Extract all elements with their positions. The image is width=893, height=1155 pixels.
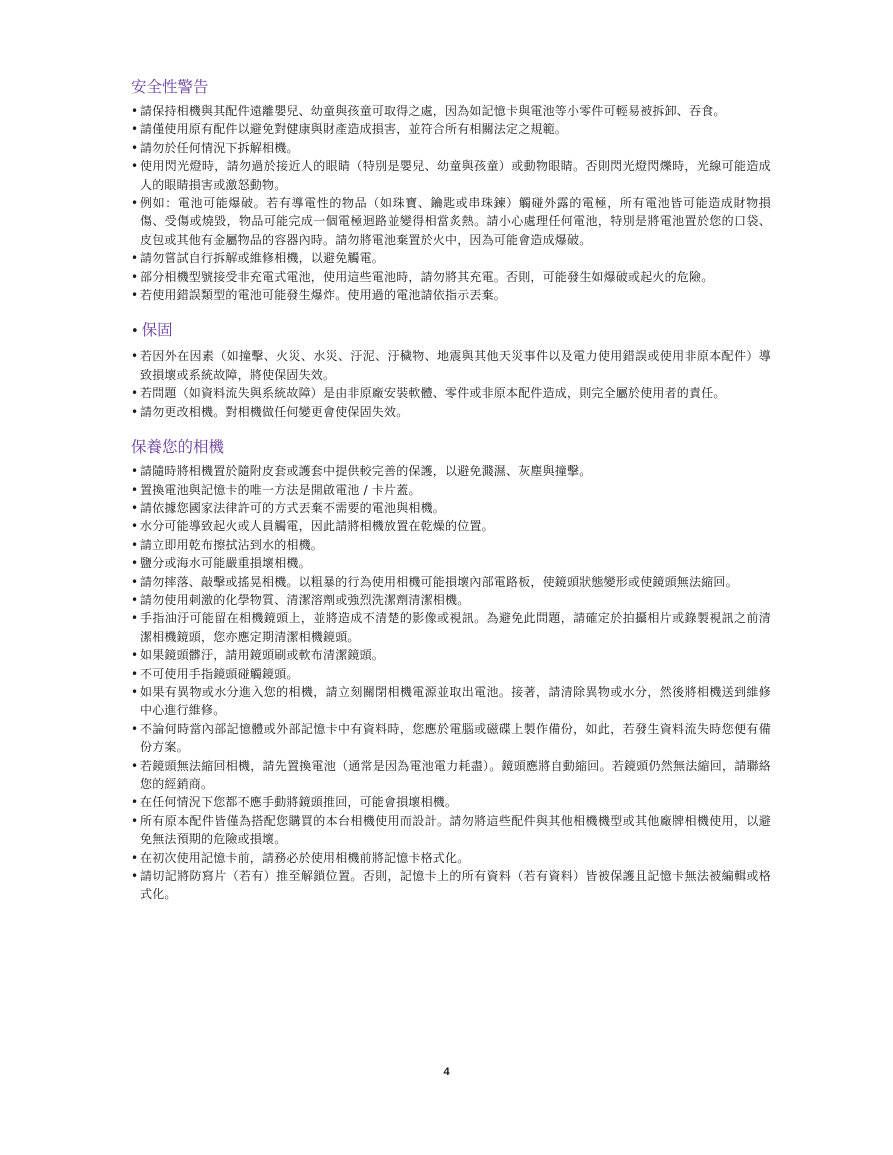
- list-item: [131, 120, 771, 138]
- list-item: [131, 683, 771, 720]
- list-item-text: 請勿嘗試自行拆解或維修相機，以避免觸電。: [140, 251, 385, 266]
- document-page: [131, 76, 771, 919]
- list-item-text: 不可使用手指鏡頭碰觸鏡頭。: [140, 666, 299, 681]
- bullet: •: [131, 813, 139, 828]
- list-item-text: 請保持相機與其配件遠離嬰兒、幼童與孩童可取得之處，因為如記憶卡與電池等小零件可輕易被拆卸、吞食。: [140, 104, 726, 118]
- bullet: •: [131, 666, 139, 681]
- bullet-list: [131, 347, 771, 421]
- list-item-text: 在初次使用記憶卡前，請務必於使用相機前將記憶卡格式化。: [140, 850, 470, 865]
- bullet: •: [131, 404, 139, 419]
- list-item-text: 若鏡頭無法縮回相機，請先置換電池（通常是因為電池電力耗盡）。鏡頭應將自動縮回。若鏡頭仍然無法縮回，請聯絡您的經銷商。: [140, 758, 771, 791]
- list-item: [131, 499, 771, 517]
- bullet: •: [131, 386, 139, 401]
- list-item-text: 請勿更改相機。對相機做任何變更會使保固失效。: [140, 404, 409, 419]
- heading-bullet: •: [131, 324, 139, 340]
- section: [131, 76, 771, 304]
- bullet: •: [131, 500, 139, 515]
- list-item-text: 請切記將防寫片（若有）推至解鎖位置。否則，記憶卡上的所有資料（若有資料）皆被保護且記憶卡無法被編輯或格式化。: [140, 869, 771, 902]
- list-item-text: 請勿使用刺激的化學物質、清潔溶劑或強烈洗潔劑清潔相機。: [140, 592, 470, 607]
- list-item-text: 請依據您國家法律許可的方式丟棄不需要的電池與相機。: [140, 500, 446, 515]
- section-heading: [131, 76, 771, 98]
- bullet: •: [131, 349, 139, 364]
- bullet: •: [131, 556, 139, 571]
- section-heading: [131, 436, 771, 458]
- list-item: [131, 481, 771, 499]
- list-item: [131, 793, 771, 811]
- list-item: [131, 347, 771, 384]
- list-item: [131, 249, 771, 267]
- list-item: [131, 849, 771, 867]
- bullet: •: [131, 269, 139, 284]
- list-item-text: 所有原本配件皆僅為搭配您購買的本台相機使用而設計。請勿將這些配件與其他相機機型或其他廠牌相機使用，以避免無法預期的危險或損壞。: [140, 813, 771, 847]
- list-item-text: 請勿於任何情況下拆解相機。: [140, 140, 299, 155]
- bullet: •: [131, 519, 139, 534]
- list-item-text: 鹽分或海水可能嚴重損壞相機。: [140, 556, 311, 571]
- bullet: •: [131, 104, 139, 118]
- section: [131, 436, 771, 904]
- bullet: •: [131, 869, 139, 884]
- bullet: •: [131, 648, 139, 663]
- list-item: [131, 554, 771, 572]
- list-item-text: 例如：電池可能爆破。若有導電性的物品（如珠寶、鑰匙或串珠鍊）觸碰外露的電極，所有電池皆可能造成財物損傷、受傷或燒毀，物品可能完成一個電極迴路並變得相當炙熱。請小心處理任何電池，特別是將電池置於您的口袋、皮包或其他有金屬物品的容器內時。請勿將電池棄置於火中，因為可能會造成爆破。: [140, 196, 771, 247]
- list-item-text: 置換電池與記憶卡的唯一方法是開啟電池 / 卡片蓋。: [140, 482, 421, 497]
- bullet: •: [131, 159, 139, 174]
- list-item-text: 如果有異物或水分進入您的相機，請立刻關閉相機電源並取出電池。接著，請清除異物或水分，然後將相機送到維修中心進行維修。: [140, 684, 771, 718]
- list-item: [131, 194, 771, 249]
- list-item: [131, 384, 771, 402]
- list-item-text: 如果鏡頭髒汙，請用鏡頭刷或軟布清潔鏡頭。: [140, 648, 385, 663]
- list-item-text: 水分可能導致起火或人員觸電，因此請將相機放置在乾燥的位置。: [140, 519, 494, 534]
- list-item-text: 若使用錯誤類型的電池可能發生爆炸。使用過的電池請依指示丟棄。: [140, 288, 507, 303]
- list-item-text: 若問題（如資料流失與系統故障）是由非原廠安裝軟體、零件或非原本配件造成，則完全屬於使用者的責任。: [140, 386, 726, 401]
- list-item: [131, 665, 771, 683]
- bullet: •: [131, 464, 139, 479]
- list-item-text: 使用閃光燈時，請勿過於接近人的眼睛（特別是嬰兒、幼童與孩童）或動物眼睛。否則閃光燈閃爍時，光線可能造成人的眼睛損害或激怒動物。: [140, 159, 771, 192]
- list-item-text: 不論何時當內部記憶體或外部記憶卡中有資料時，您應於電腦或磁碟上製作備份，如此，若發生資料流失時您便有備份方案。: [140, 721, 771, 755]
- bullet: •: [131, 721, 139, 736]
- list-item: [131, 591, 771, 609]
- bullet-list: [131, 462, 771, 904]
- bullet: •: [131, 537, 139, 552]
- bullet-list: [131, 102, 771, 304]
- list-item: [131, 536, 771, 554]
- list-item: [131, 157, 771, 194]
- list-item: [131, 573, 771, 591]
- list-item: [131, 268, 771, 286]
- bullet: •: [131, 122, 139, 137]
- list-item-text: 請勿摔落、敲擊或搖晃相機。以粗暴的行為使用相機可能損壞內部電路板，使鏡頭狀態變形或使鏡頭無法縮回。: [140, 574, 738, 589]
- bullet: •: [131, 684, 139, 699]
- bullet: •: [131, 592, 139, 607]
- list-item: [131, 720, 771, 757]
- bullet: •: [131, 251, 139, 266]
- page-number: 4: [443, 1066, 450, 1078]
- bullet: •: [131, 758, 139, 773]
- bullet: •: [131, 795, 139, 810]
- section-heading-text: 保養您的相機: [131, 438, 225, 457]
- bullet: •: [131, 196, 139, 211]
- list-item: [131, 139, 771, 157]
- section: [131, 319, 771, 421]
- list-item: [131, 867, 771, 904]
- bullet: •: [131, 850, 139, 865]
- list-item-text: 手指油汙可能留在相機鏡頭上，並將造成不清楚的影像或視訊。為避免此問題，請確定於拍攝相片或錄製視訊之前清潔相機鏡頭，您亦應定期清潔相機鏡頭。: [140, 611, 771, 644]
- list-item: [131, 102, 771, 120]
- list-item-text: 在任何情況下您都不應手動將鏡頭推回，可能會損壞相機。: [140, 795, 458, 810]
- section-heading: [131, 319, 771, 343]
- section-heading-text: 保固: [141, 321, 173, 340]
- list-item-text: 請僅使用原有配件以避免對健康與財產造成損害，並符合所有相關法定之規範。: [140, 122, 568, 137]
- list-item: [131, 609, 771, 646]
- bullet: •: [131, 288, 139, 303]
- bullet: •: [131, 574, 139, 589]
- list-item-text: 若因外在因素（如撞擊、火災、水災、汙泥、汙穢物、地震與其他天災事件以及電力使用錯誤或使用非原本配件）導致損壞或系統故障，將使保固失效。: [140, 349, 771, 382]
- list-item-text: 請隨時將相機置於隨附皮套或護套中提供較完善的保護，以避免濺濕、灰塵與撞擊。: [140, 464, 592, 479]
- list-item-text: 請立即用乾布擦拭沾到水的相機。: [140, 537, 324, 552]
- list-item: [131, 462, 771, 480]
- bullet: •: [131, 482, 139, 497]
- list-item: [131, 286, 771, 304]
- list-item: [131, 646, 771, 664]
- list-item: [131, 517, 771, 535]
- list-item: [131, 403, 771, 421]
- list-item: [131, 757, 771, 794]
- bullet: •: [131, 140, 139, 155]
- list-item: [131, 812, 771, 849]
- list-item-text: 部分相機型號接受非充電式電池，使用這些電池時，請勿將其充電。否則，可能發生如爆破或起火的危險。: [140, 269, 714, 284]
- section-heading-text: 安全性警告: [131, 78, 209, 96]
- bullet: •: [131, 611, 139, 626]
